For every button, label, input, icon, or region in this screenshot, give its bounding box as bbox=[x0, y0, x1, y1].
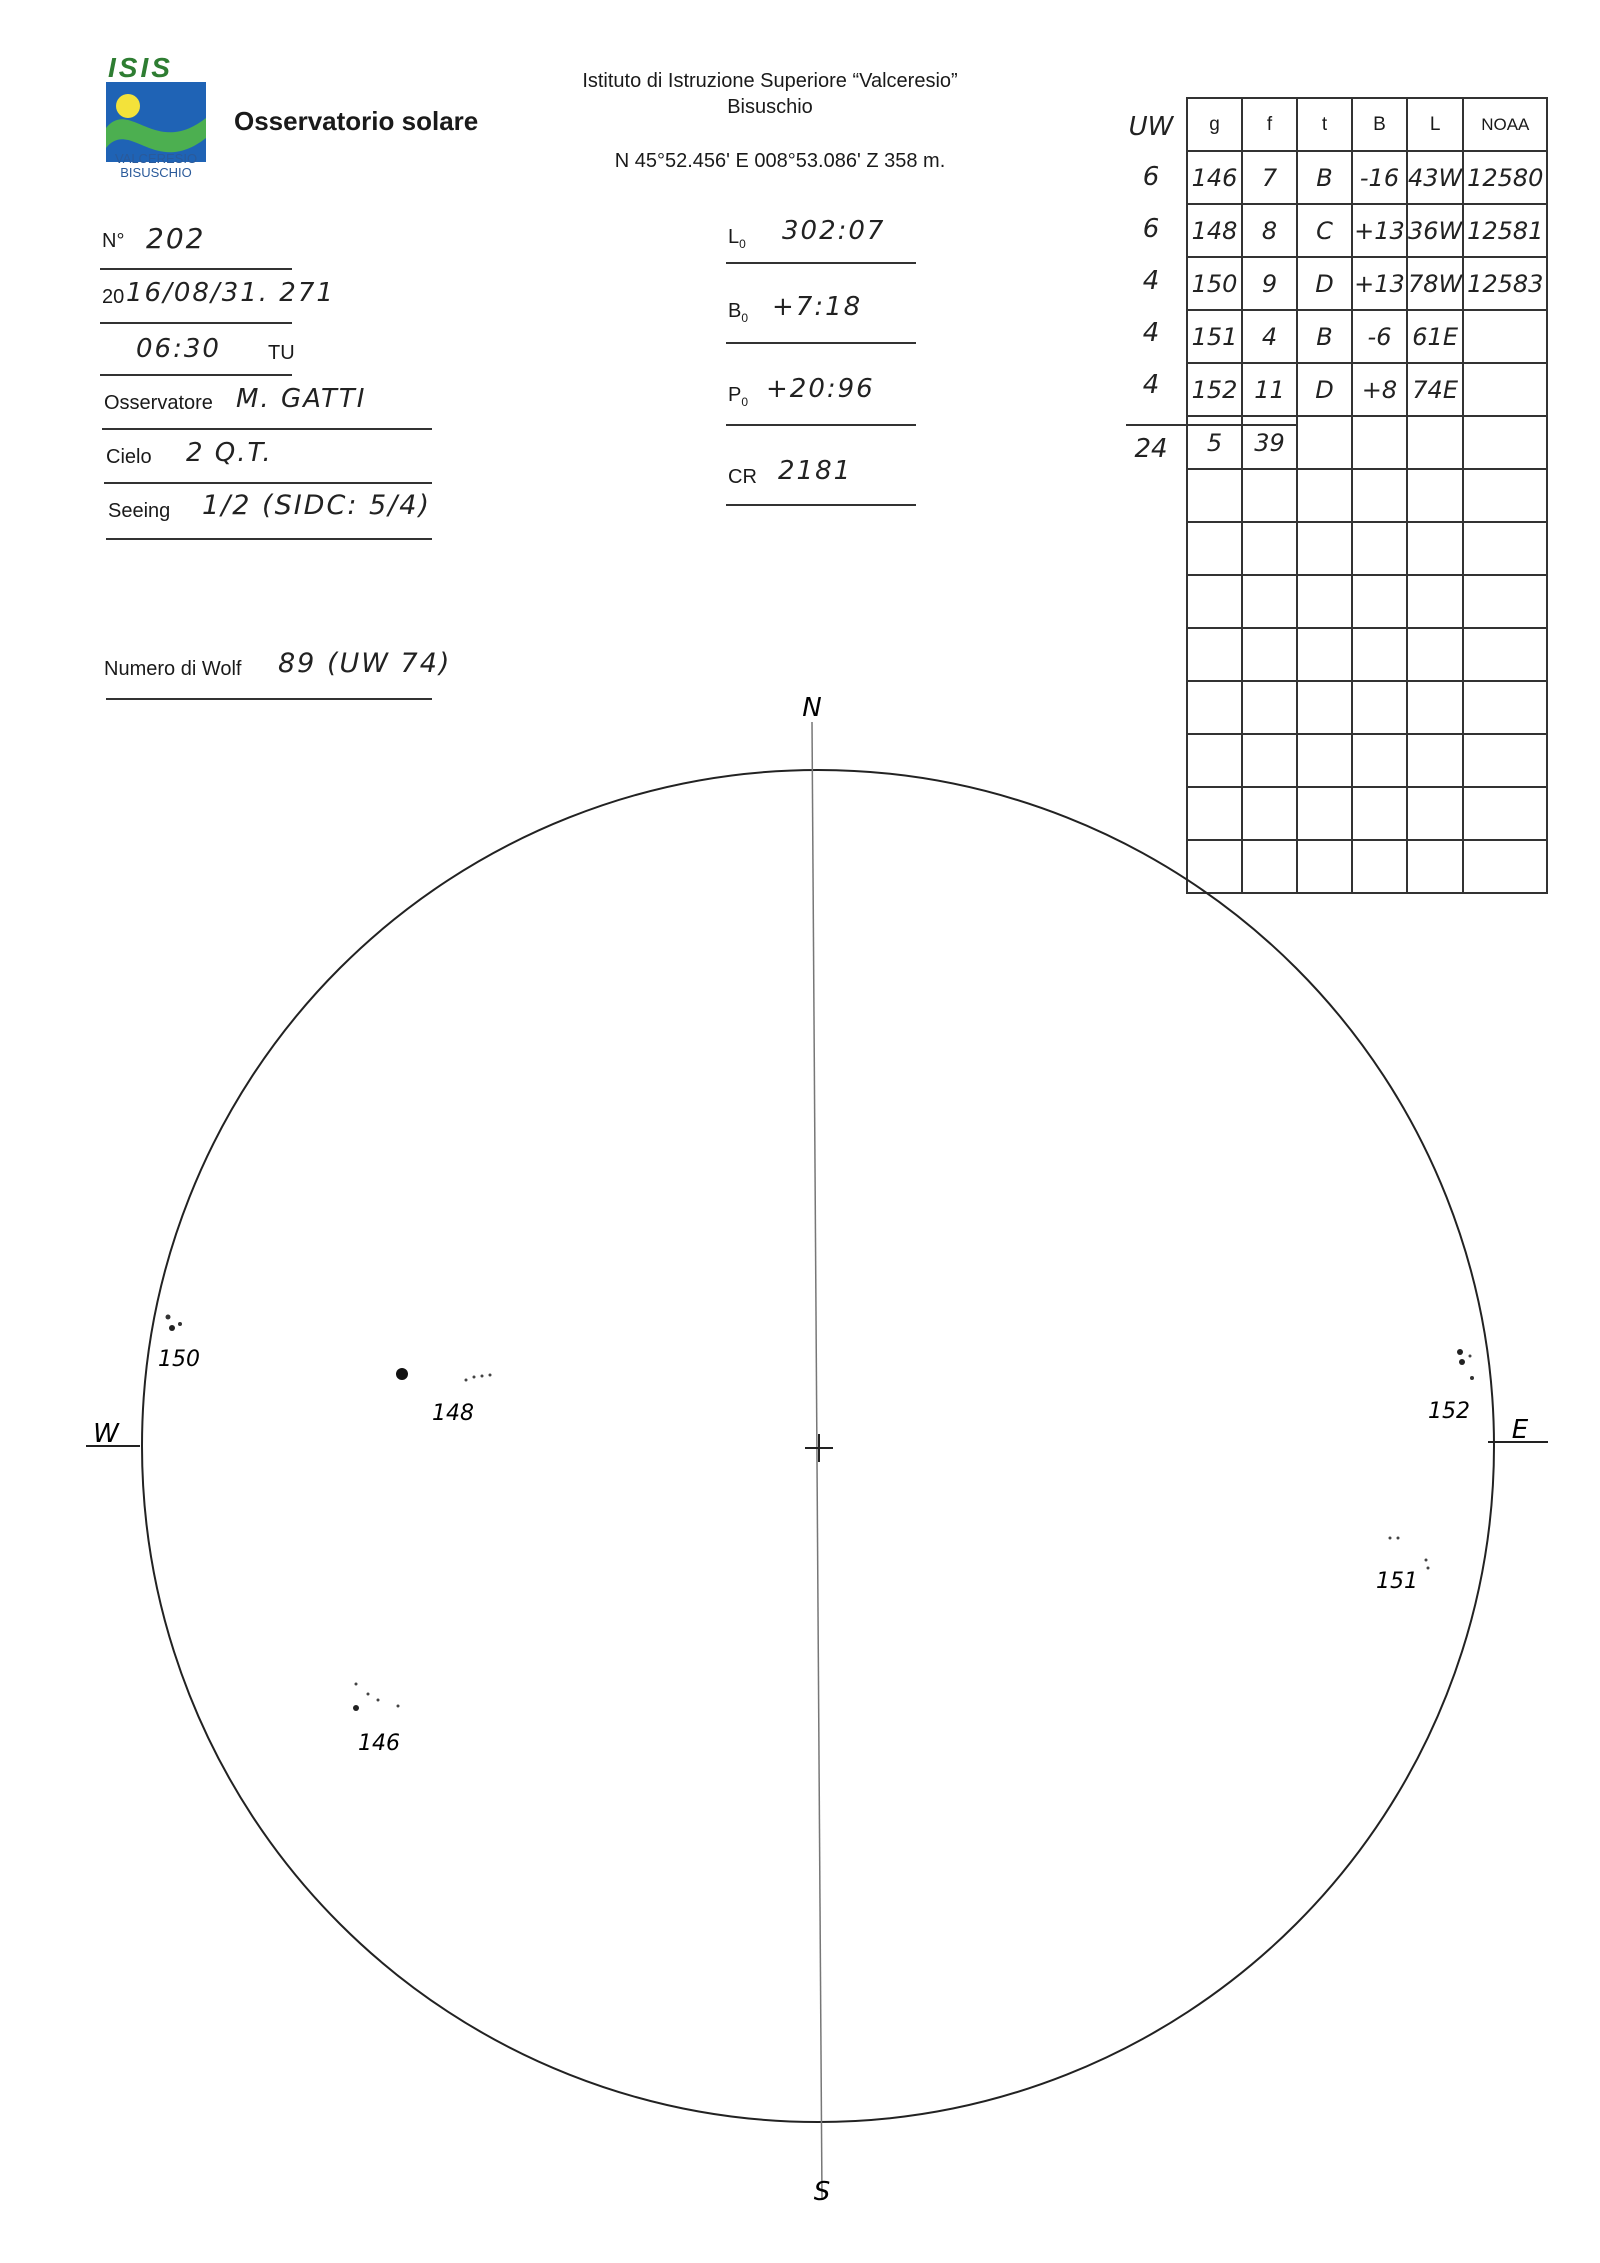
seeing-value: 1/2 (SIDC: 5/4) bbox=[202, 490, 431, 521]
sunspot bbox=[1470, 1376, 1474, 1380]
b0-value: +7:18 bbox=[772, 292, 863, 322]
sunspot bbox=[396, 1368, 408, 1380]
uw-value: 6 bbox=[1142, 162, 1160, 192]
date-value: 16/08/31. 271 bbox=[126, 278, 335, 308]
table-cell: 148 bbox=[1187, 204, 1242, 257]
sunspot bbox=[481, 1375, 484, 1378]
col-header-b: B bbox=[1352, 98, 1407, 151]
p0-label: $P_0$ bbox=[728, 384, 749, 409]
page-title: Osservatorio solare bbox=[234, 106, 479, 136]
institute-line1: Istituto di Istruzione Superiore “Valceresio” bbox=[582, 70, 958, 92]
number-label: N° bbox=[102, 230, 125, 252]
sunspot bbox=[367, 1693, 370, 1696]
table-cell: 74E bbox=[1407, 363, 1463, 416]
sunspot bbox=[1427, 1567, 1430, 1570]
south-label: S bbox=[813, 2177, 831, 2207]
east-label: E bbox=[1511, 1415, 1529, 1445]
uw-value: 4 bbox=[1142, 266, 1160, 296]
l0-label: $L_0$ bbox=[728, 226, 746, 251]
table-cell: 9 bbox=[1242, 257, 1297, 310]
north-south-axis bbox=[812, 722, 822, 2200]
sunspot bbox=[1397, 1537, 1400, 1540]
seeing-label: Seeing bbox=[108, 500, 171, 522]
group-label-151: 151 bbox=[1376, 1569, 1418, 1594]
group-label-150: 150 bbox=[158, 1347, 200, 1372]
sky-value: 2 Q.T. bbox=[186, 438, 273, 468]
table-cell: D bbox=[1297, 257, 1352, 310]
institute-line2: Bisuschio bbox=[727, 96, 813, 118]
table-cell: -6 bbox=[1352, 310, 1407, 363]
table-cell: C bbox=[1297, 204, 1352, 257]
sunspot bbox=[355, 1683, 358, 1686]
table-cell: -16 bbox=[1352, 151, 1407, 204]
col-header-f: f bbox=[1242, 98, 1297, 151]
observer-value: M. GATTI bbox=[236, 384, 367, 414]
table-cell: 12581 bbox=[1463, 204, 1547, 257]
sunspot bbox=[178, 1322, 182, 1326]
uw-value: 4 bbox=[1142, 318, 1160, 348]
table-cell: 4 bbox=[1242, 310, 1297, 363]
time-unit: TU bbox=[268, 342, 295, 364]
sunspot bbox=[166, 1315, 171, 1320]
table-cell: 146 bbox=[1187, 151, 1242, 204]
wolf-value: 89 (UW 74) bbox=[278, 648, 452, 679]
logo-text: ISIS bbox=[108, 52, 173, 83]
number-value: 202 bbox=[146, 222, 206, 255]
cr-value: 2181 bbox=[778, 456, 853, 486]
table-cell: 43W bbox=[1407, 151, 1463, 204]
table-cell: 11 bbox=[1242, 363, 1297, 416]
group-label-148: 148 bbox=[432, 1401, 474, 1426]
b0-label: $B_0$ bbox=[728, 300, 749, 325]
table-cell: B bbox=[1297, 310, 1352, 363]
table-cell: +13 bbox=[1352, 204, 1407, 257]
time-value: 06:30 bbox=[136, 334, 221, 364]
table-cell: B bbox=[1297, 151, 1352, 204]
site-coordinates: N 45°52.456' E 008°53.086' Z 358 m. bbox=[614, 150, 946, 172]
wolf-label: Numero di Wolf bbox=[104, 658, 242, 680]
uw-header: UW bbox=[1128, 112, 1174, 142]
group-label-152: 152 bbox=[1428, 1399, 1470, 1424]
west-label: W bbox=[93, 1419, 119, 1449]
table-cell: 150 bbox=[1187, 257, 1242, 310]
col-header-t: t bbox=[1297, 98, 1352, 151]
table-cell: 78W bbox=[1407, 257, 1463, 310]
col-header-noaa: NOAA bbox=[1463, 98, 1547, 151]
sunspot bbox=[353, 1705, 359, 1711]
table-cell: +13 bbox=[1352, 257, 1407, 310]
table-cell: 61E bbox=[1407, 310, 1463, 363]
north-label: N bbox=[802, 693, 822, 723]
sunspot bbox=[473, 1376, 476, 1379]
group-label-146: 146 bbox=[358, 1731, 400, 1756]
sunspot bbox=[169, 1325, 175, 1331]
sunspot bbox=[1389, 1537, 1392, 1540]
sunspot bbox=[1459, 1359, 1465, 1365]
logo-caption-line1: VALCERESIO bbox=[114, 151, 198, 166]
sunspot bbox=[465, 1379, 468, 1382]
sky-label: Cielo bbox=[106, 446, 152, 468]
uw-value: 4 bbox=[1142, 370, 1160, 400]
sunspot bbox=[377, 1699, 380, 1702]
uw-total: 24 bbox=[1134, 434, 1168, 464]
observer-label: Osservatore bbox=[104, 392, 213, 414]
logo-caption-line2: BISUSCHIO bbox=[120, 165, 192, 180]
date-prefix: 20 bbox=[102, 286, 125, 308]
table-cell: 12580 bbox=[1463, 151, 1547, 204]
table-cell: 152 bbox=[1187, 363, 1242, 416]
sunspot bbox=[1425, 1559, 1428, 1562]
table-cell: 12583 bbox=[1463, 257, 1547, 310]
table-cell: 8 bbox=[1242, 204, 1297, 257]
sunspot bbox=[1457, 1349, 1463, 1355]
l0-value: 302:07 bbox=[782, 216, 886, 246]
sunspot bbox=[397, 1705, 400, 1708]
sunspot bbox=[489, 1374, 492, 1377]
table-cell: 7 bbox=[1242, 151, 1297, 204]
sunspot bbox=[1469, 1355, 1472, 1358]
uw-value: 6 bbox=[1142, 214, 1160, 244]
table-cell: +8 bbox=[1352, 363, 1407, 416]
table-cell: 36W bbox=[1407, 204, 1463, 257]
total-f: 39 bbox=[1242, 416, 1297, 469]
col-header-g: g bbox=[1187, 98, 1242, 151]
cr-label: CR bbox=[728, 466, 757, 488]
col-header-l: L bbox=[1407, 98, 1463, 151]
table-cell: D bbox=[1297, 363, 1352, 416]
total-g: 5 bbox=[1187, 416, 1242, 469]
table-cell: 151 bbox=[1187, 310, 1242, 363]
p0-value: +20:96 bbox=[766, 374, 875, 404]
